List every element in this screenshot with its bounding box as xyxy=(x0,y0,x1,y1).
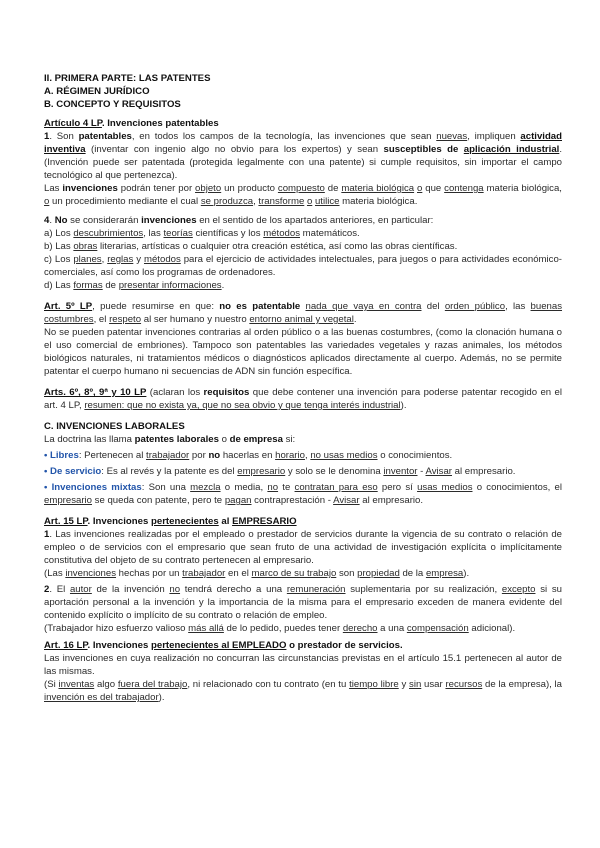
heading-concept: B. CONCEPTO Y REQUISITOS xyxy=(44,99,181,110)
heading-regime: A. RÉGIMEN JURÍDICO xyxy=(44,86,150,97)
heading-part: II. PRIMERA PARTE: LAS PATENTES xyxy=(44,73,211,84)
art15-note-2: (Trabajador hizo esfuerzo valioso más allá de lo pedido, puedes tener derecho a una compensación adicional). xyxy=(44,623,516,634)
art15-title: Art. 15 LP. Invenciones pertenecientes al EMPRESARIO xyxy=(44,516,297,527)
laborales-item-servicio: • De servicio: Es al revés y la patente es del empresario y solo se le denomina inventor - Avisar al empresario. xyxy=(44,466,516,477)
art15-paragraph-1: 1. Las invenciones realizadas por el empleado o prestador de servicios durante la vigencia de su contrato o relación de empleo o de servicios con el empresario que sean fruto de una actividad de investigación explícita o implícitamente constitutiva del objeto de su contrato pertenecen al empresario. xyxy=(44,529,562,566)
art5-paragraph-1: Art. 5º LP, puede resumirse en que: no es patentable nada que vaya en contra del orden público, las buenas costumbres, el respeto al ser humano y nuestro entorno animal y vegetal. xyxy=(44,301,563,325)
bullet-icon: • xyxy=(44,482,48,493)
art4-list-a: a) Los descubrimientos, las teorías científicas y los métodos matemáticos. xyxy=(44,228,360,239)
art4-list-c: c) Los planes, reglas y métodos para el ejercicio de actividades intelectuales, para juegos o para actividades económico-comerciales, así como los programas de ordenadores. xyxy=(44,254,562,278)
art4-paragraph-2: Las invenciones podrán tener por objeto un producto compuesto de materia biológica o que contenga materia biológica, o un procedimiento mediante el cual se produzca, transforme o utilice materia biológica. xyxy=(44,183,562,207)
art16-note: (Si inventas algo fuera del trabajo, ni relacionado con tu contrato (en tu tiempo libre y sin usar recursos de la empresa), la invención es del trabajador). xyxy=(44,679,563,703)
laborales-heading: C. INVENCIONES LABORALES xyxy=(44,421,185,432)
laborales-item-mixtas: • Invenciones mixtas: Son una mezcla o media, no te contratan para eso pero sí usas medios o conocimientos, el empresario se queda con patente, pero te pagan contraprestación - Avisar al empresario. xyxy=(44,482,562,506)
bullet-icon: • xyxy=(44,466,48,477)
art4-paragraph-1: 1. Son patentables, en todos los campos de la tecnología, las invenciones que sean nuevas, impliquen actividad inventiva (inventar con ingenio algo no obvio para los expertos) y sean susceptibles de aplicación industrial. (Invención puede ser patentada (protegida legalmente con una patente) si cumple requisitos, sin importar el campo tecnológico al que pertenezca). xyxy=(44,131,562,181)
art4-paragraph-4: 4. No se considerarán invenciones en el sentido de los apartados anteriores, en particular: xyxy=(44,215,434,226)
art4-list-b: b) Las obras literarias, artísticas o cualquier otra creación estética, así como las obras científicas. xyxy=(44,241,458,252)
art16-title: Art. 16 LP. Invenciones pertenecientes al EMPLEADO o prestador de servicios. xyxy=(44,640,403,651)
art15-paragraph-2: 2. El autor de la invención no tendrá derecho a una remuneración suplementaria por su realización, excepto si su aportación personal a la invención y la importancia de la misma para el empresario exceden de manera evidente del contenido explícito o implícito de su contrato o relación de empleo. xyxy=(44,584,562,621)
laborales-intro: La doctrina las llama patentes laborales o de empresa si: xyxy=(44,434,296,445)
art15-note-1: (Las invenciones hechas por un trabajador en el marco de su trabajo son propiedad de la empresa). xyxy=(44,568,470,579)
arts6-paragraph: Arts. 6º, 8º, 9ª y 10 LP (aclaran los requisitos que debe contener una invención para poderse patentar recogido en el art. 4 LP, resumen: que no exista ya, que no sea obvio y que tenga interés industrial). xyxy=(44,387,563,411)
art4-title: Artículo 4 LP. Invenciones patentables xyxy=(44,118,219,129)
bullet-icon: • xyxy=(44,450,48,461)
art5-paragraph-2: No se pueden patentar invenciones contrarias al orden público o a las buenas costumbres, (como la clonación humana o el uso comercial de embriones). Tampoco son patentables las variedades vegetales y razas animales, los métodos biológicos naturales, ni tratamientos médicos o diagnósticos aplicados directamente al cuerpo. Además, no se permite patentar el cuerpo humano ni secuencias de ADN sin función específica. xyxy=(44,327,562,377)
laborales-item-libres: • Libres: Pertenecen al trabajador por no hacerlas en horario, no usas medios o conocimientos. xyxy=(44,450,453,461)
art16-paragraph-1: Las invenciones en cuya realización no concurran las circunstancias previstas en el artículo 15.1 pertenecen al autor de las mismas. xyxy=(44,653,562,677)
art4-list-d: d) Las formas de presentar informaciones. xyxy=(44,280,225,291)
